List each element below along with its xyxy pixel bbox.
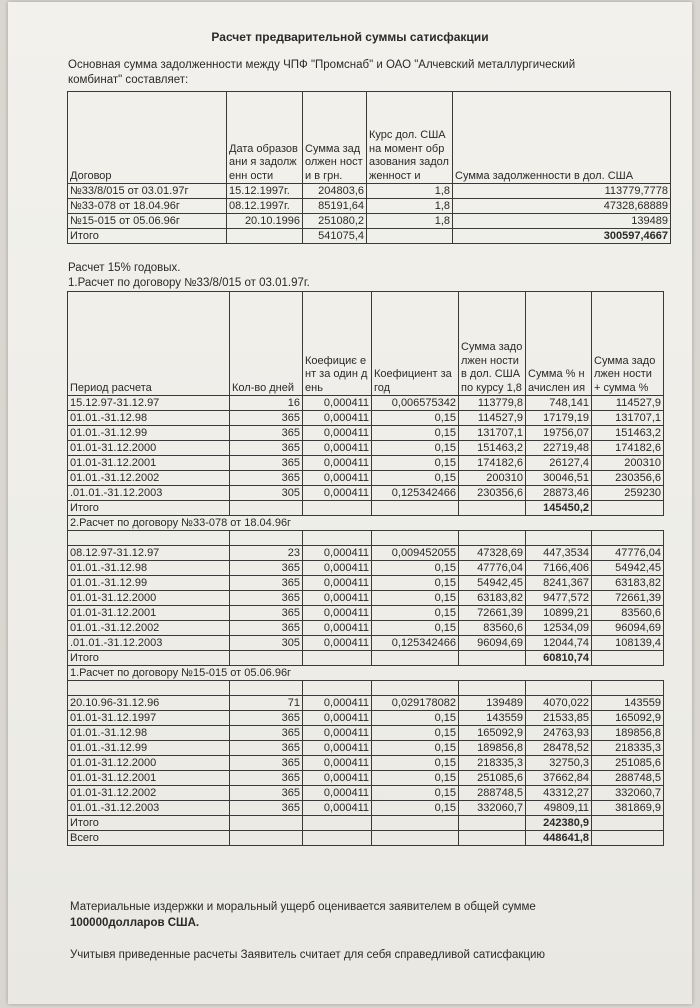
cell: 365: [230, 426, 303, 441]
table-row: [68, 636, 664, 651]
cell: 7166,406: [526, 561, 592, 576]
total-value: 145450,2: [526, 501, 592, 516]
cell: 01.01-31.12.2001: [68, 456, 230, 471]
cell: 189856,8: [459, 741, 526, 756]
cell: 204803,6: [303, 184, 367, 199]
cell: 71: [230, 696, 303, 711]
cell: 174182,6: [459, 456, 526, 471]
cell: 0,000411: [303, 576, 372, 591]
table-row: [68, 184, 671, 199]
empty-cell: [68, 681, 230, 696]
cell: 365: [230, 441, 303, 456]
cell: 01.01-31.12.2000: [68, 591, 230, 606]
cell: 0,15: [372, 801, 459, 816]
cell: 365: [230, 576, 303, 591]
empty-cell: [230, 681, 303, 696]
cell: 72661,39: [459, 606, 526, 621]
footer-damages-amount: 100000долларов США.: [70, 917, 200, 929]
empty-cell: [303, 531, 372, 546]
cell: 19756,07: [526, 426, 592, 441]
cell: 189856,8: [592, 726, 664, 741]
empty-cell: [303, 681, 372, 696]
empty-cell: [526, 531, 592, 546]
cell: 0,000411: [303, 471, 372, 486]
debt-summary-table: [67, 91, 671, 244]
cell: 30046,51: [526, 471, 592, 486]
empty-cell: [372, 531, 459, 546]
cell: .01.01.-31.12.2003: [68, 636, 230, 651]
cell: 365: [230, 591, 303, 606]
cell: 365: [230, 411, 303, 426]
cell: 0,000411: [303, 486, 372, 501]
cell: 200310: [459, 471, 526, 486]
cell: 151463,2: [592, 426, 664, 441]
cell: 01.01.-31.12.2003: [68, 801, 230, 816]
cell: 259230: [592, 486, 664, 501]
footer-damages-text: Материальные издержки и моральный ущерб оценивается заявителем в общей сумме: [70, 901, 536, 913]
table-row: [68, 546, 664, 561]
cell: 200310: [592, 456, 664, 471]
cell: 21533,85: [526, 711, 592, 726]
table-row: [68, 561, 664, 576]
cell: 47328,69: [459, 546, 526, 561]
cell: 0,009452055: [372, 546, 459, 561]
cell: 01.01.-31.12.2002: [68, 621, 230, 636]
cell: 139489: [459, 696, 526, 711]
cell: 305: [230, 486, 303, 501]
table-row: [68, 471, 664, 486]
calc-intro: Расчет 15% годовых.: [68, 262, 181, 274]
cell: 01.01.-31.12.2002: [68, 471, 230, 486]
cell: 0,15: [372, 741, 459, 756]
cell: 01.01-31.12.2000: [68, 441, 230, 456]
cell: 49809,11: [526, 801, 592, 816]
total-row: [68, 501, 664, 516]
cell: 332060,7: [459, 801, 526, 816]
cell: 47776,04: [459, 561, 526, 576]
section-title: 1.Расчет по договору №15-015 от 05.06.96г: [68, 666, 664, 681]
cell: 20.10.96-31.12.96: [68, 696, 230, 711]
cell: 96094,69: [592, 621, 664, 636]
cell: 54942,45: [459, 576, 526, 591]
cell: 365: [230, 456, 303, 471]
cell: 0,000411: [303, 801, 372, 816]
cell: 01.01.-31.12.99: [68, 576, 230, 591]
empty-cell: [592, 681, 664, 696]
total-value: 242380,9: [526, 816, 592, 831]
cell: 0,15: [372, 411, 459, 426]
empty-cell: [230, 531, 303, 546]
cell: 0,000411: [303, 786, 372, 801]
cell: 288748,5: [459, 786, 526, 801]
cell: 0,15: [372, 456, 459, 471]
grand-total-value: 448641,8: [526, 831, 592, 846]
cell: 113779,7778: [453, 184, 671, 199]
total-row: [68, 229, 671, 244]
cell: 365: [230, 741, 303, 756]
cell: 365: [230, 756, 303, 771]
cell: 28873,46: [526, 486, 592, 501]
table-row: [68, 214, 671, 229]
cell: 0,15: [372, 441, 459, 456]
cell: 47328,68889: [453, 199, 671, 214]
cell: 01.01-31.12.2001: [68, 771, 230, 786]
cell: №15-015 от 05.06.96г: [68, 214, 227, 229]
cell: 0,125342466: [372, 486, 459, 501]
header-date: Дата образовани я задолженн ости: [227, 92, 303, 184]
empty-cell: [303, 816, 372, 831]
cell: 12534,09: [526, 621, 592, 636]
cell: 72661,39: [592, 591, 664, 606]
table-row: [68, 801, 664, 816]
cell: 365: [230, 561, 303, 576]
cell: 83560,6: [592, 606, 664, 621]
header-contract: Договор: [68, 92, 227, 184]
cell: 0,15: [372, 711, 459, 726]
cell: 0,15: [372, 771, 459, 786]
cell: 0,15: [372, 786, 459, 801]
empty-cell: [303, 501, 372, 516]
cell: 748,141: [526, 396, 592, 411]
cell: 43312,27: [526, 786, 592, 801]
cell: 365: [230, 786, 303, 801]
cell: 01.01.-31.12.98: [68, 726, 230, 741]
interest-table: [67, 291, 664, 846]
cell: 114527,9: [459, 411, 526, 426]
cell: 447,3534: [526, 546, 592, 561]
cell: 63183,82: [592, 576, 664, 591]
document-page: [8, 2, 692, 1004]
cell: 15.12.1997г.: [227, 184, 303, 199]
header-sum-usd: Сумма задолженности в дол. США: [453, 92, 671, 184]
cell: 01.01-31.12.2002: [68, 786, 230, 801]
table-row: [68, 396, 664, 411]
cell: 0,000411: [303, 591, 372, 606]
empty-cell: [230, 651, 303, 666]
cell: 139489: [453, 214, 671, 229]
cell: 96094,69: [459, 636, 526, 651]
cell: 85191,64: [303, 199, 367, 214]
cell: 16: [230, 396, 303, 411]
empty-cell: [526, 681, 592, 696]
cell: 165092,9: [592, 711, 664, 726]
empty-cell: [303, 831, 372, 846]
cell: 0,000411: [303, 411, 372, 426]
table-row: [68, 756, 664, 771]
cell: 24763,93: [526, 726, 592, 741]
cell: 251085,6: [592, 756, 664, 771]
total-row: [68, 651, 664, 666]
empty-cell: [372, 816, 459, 831]
table-header-row: [68, 92, 671, 184]
cell: 131707,1: [459, 426, 526, 441]
cell: №33/8/015 от 03.01.97г: [68, 184, 227, 199]
cell: 165092,9: [459, 726, 526, 741]
cell: 251085,6: [459, 771, 526, 786]
table-row: [68, 441, 664, 456]
cell: 0,000411: [303, 396, 372, 411]
cell: 0,15: [372, 756, 459, 771]
header-cell: Сумма задолжен ности + сумма %: [592, 292, 664, 396]
cell: 218335,3: [459, 756, 526, 771]
grand-total-row: [68, 831, 664, 846]
cell: 381869,9: [592, 801, 664, 816]
footer-conclusion: Учитывя приведенные расчеты Заявитель считает для себя справедливой сатисфакцию: [70, 949, 546, 961]
cell: 0,000411: [303, 756, 372, 771]
section1-title: 1.Расчет по договору №33/8/015 от 03.01.97г.: [68, 277, 310, 289]
cell: 4070,022: [526, 696, 592, 711]
cell: 0,000411: [303, 696, 372, 711]
cell: 47776,04: [592, 546, 664, 561]
table-row: [68, 606, 664, 621]
cell: 1,8: [367, 199, 453, 214]
table-row: [68, 696, 664, 711]
cell: 54942,45: [592, 561, 664, 576]
cell: 32750,3: [526, 756, 592, 771]
cell: 365: [230, 711, 303, 726]
cell: 01.01.-31.12.98: [68, 411, 230, 426]
cell: 37662,84: [526, 771, 592, 786]
cell: 230356,6: [459, 486, 526, 501]
empty-cell: [372, 681, 459, 696]
cell: 0,000411: [303, 621, 372, 636]
cell: 0,000411: [303, 426, 372, 441]
empty-cell: [459, 681, 526, 696]
header-cell: Коефициент за год: [372, 292, 459, 396]
table-row: [68, 411, 664, 426]
cell: 0,000411: [303, 636, 372, 651]
cell: [227, 229, 303, 244]
footer-damages: [70, 899, 630, 931]
empty-cell: [372, 651, 459, 666]
empty-cell: [303, 651, 372, 666]
cell: 83560,6: [459, 621, 526, 636]
table-row: [68, 426, 664, 441]
cell: №33-078 от 18.04.96г: [68, 199, 227, 214]
table-row: [68, 486, 664, 501]
cell: 23: [230, 546, 303, 561]
cell: 114527,9: [592, 396, 664, 411]
cell: 251080,2: [303, 214, 367, 229]
grand-total-label: Всего: [68, 831, 230, 846]
empty-cell: [592, 501, 664, 516]
section-title-row: [68, 666, 664, 681]
cell: 218335,3: [592, 741, 664, 756]
table-row: [68, 726, 664, 741]
header-cell: Сумма задолжен ности в дол. США по курсу 1,8: [459, 292, 526, 396]
cell: 12044,74: [526, 636, 592, 651]
table-row: [68, 771, 664, 786]
cell: 0,000411: [303, 711, 372, 726]
header-rate: Курс дол. США на момент образования задолженност и: [367, 92, 453, 184]
cell: 01.01-31.12.2001: [68, 606, 230, 621]
table-row: [68, 199, 671, 214]
cell: 01.01.-31.12.99: [68, 741, 230, 756]
cell: 1,8: [367, 214, 453, 229]
table-row: [68, 576, 664, 591]
spacer-row: [68, 681, 664, 696]
cell: 174182,6: [592, 441, 664, 456]
table-row: [68, 786, 664, 801]
cell: 0,15: [372, 591, 459, 606]
cell: 365: [230, 471, 303, 486]
total-label: Итого: [68, 501, 230, 516]
total-label: Итого: [68, 651, 230, 666]
table-row: [68, 741, 664, 756]
cell: 01.01.-31.12.99: [68, 426, 230, 441]
header-cell: Сумма % начислен ия: [526, 292, 592, 396]
empty-cell: [230, 816, 303, 831]
table-row: [68, 591, 664, 606]
cell: [367, 229, 453, 244]
empty-cell: [459, 651, 526, 666]
cell: 0,000411: [303, 441, 372, 456]
empty-cell: [459, 831, 526, 846]
cell: 22719,48: [526, 441, 592, 456]
cell: 0,000411: [303, 741, 372, 756]
cell: 365: [230, 771, 303, 786]
total-uah: 541075,4: [303, 229, 367, 244]
cell: 0,000411: [303, 606, 372, 621]
table-row: [68, 621, 664, 636]
cell: 305: [230, 636, 303, 651]
empty-cell: [230, 831, 303, 846]
cell: 01.01.-31.12.98: [68, 561, 230, 576]
cell: 0,15: [372, 561, 459, 576]
empty-cell: [459, 816, 526, 831]
cell: 0,15: [372, 726, 459, 741]
empty-cell: [592, 831, 664, 846]
cell: 0,15: [372, 606, 459, 621]
cell: 20.10.1996: [227, 214, 303, 229]
cell: 108139,4: [592, 636, 664, 651]
empty-cell: [459, 531, 526, 546]
total-usd: 300597,4667: [453, 229, 671, 244]
cell: 365: [230, 801, 303, 816]
cell: 17179,19: [526, 411, 592, 426]
table-row: [68, 711, 664, 726]
cell: 15.12.97-31.12.97: [68, 396, 230, 411]
cell: 0,15: [372, 576, 459, 591]
header-sum-uah: Сумма задолжен ности в грн.: [303, 92, 367, 184]
cell: 63183,82: [459, 591, 526, 606]
cell: 01.01-31.12.1997: [68, 711, 230, 726]
cell: 143559: [592, 696, 664, 711]
empty-cell: [592, 531, 664, 546]
section-title-row: [68, 516, 664, 531]
cell: 0,000411: [303, 771, 372, 786]
total-value: 60810,74: [526, 651, 592, 666]
empty-cell: [592, 651, 664, 666]
cell: 0,006575342: [372, 396, 459, 411]
cell: 1,8: [367, 184, 453, 199]
cell: 131707,1: [592, 411, 664, 426]
cell: .01.01.-31.12.2003: [68, 486, 230, 501]
header-cell: Коефициє ент за один день: [303, 292, 372, 396]
cell: 230356,6: [592, 471, 664, 486]
cell: 8241,367: [526, 576, 592, 591]
empty-cell: [372, 501, 459, 516]
cell: 28478,52: [526, 741, 592, 756]
cell: 0,029178082: [372, 696, 459, 711]
empty-cell: [592, 816, 664, 831]
cell: 10899,21: [526, 606, 592, 621]
cell: 332060,7: [592, 786, 664, 801]
cell: 0,000411: [303, 726, 372, 741]
cell: 113779,8: [459, 396, 526, 411]
cell: 288748,5: [592, 771, 664, 786]
cell: 0,15: [372, 621, 459, 636]
cell: 26127,4: [526, 456, 592, 471]
cell: 08.12.97-31.12.97: [68, 546, 230, 561]
document-title: Расчет предварительной суммы сатисфакции: [211, 30, 489, 44]
total-row: [68, 816, 664, 831]
cell: 01.01-31.12.2000: [68, 756, 230, 771]
table-row: [68, 456, 664, 471]
cell: 143559: [459, 711, 526, 726]
cell: 365: [230, 606, 303, 621]
empty-cell: [459, 501, 526, 516]
total-label: Итого: [68, 229, 227, 244]
cell: 365: [230, 726, 303, 741]
cell: 0,000411: [303, 546, 372, 561]
cell: 0,125342466: [372, 636, 459, 651]
empty-cell: [68, 531, 230, 546]
cell: 0,000411: [303, 456, 372, 471]
cell: 0,000411: [303, 561, 372, 576]
spacer-row: [68, 531, 664, 546]
intro-text: Основная сумма задолженности между ЧПФ "Промснаб" и ОАО "Алчевский металлургический комбинат" составляет:: [68, 59, 576, 86]
cell: 0,15: [372, 426, 459, 441]
cell: 08.12.1997г.: [227, 199, 303, 214]
cell: 365: [230, 621, 303, 636]
header-cell: Период расчета: [68, 292, 230, 396]
empty-cell: [372, 831, 459, 846]
cell: 9477,572: [526, 591, 592, 606]
table-header-row: [68, 292, 664, 396]
cell: 151463,2: [459, 441, 526, 456]
empty-cell: [230, 501, 303, 516]
header-cell: Кол-во дней: [230, 292, 303, 396]
cell: 0,15: [372, 471, 459, 486]
section-title: 2.Расчет по договору №33-078 от 18.04.96г: [68, 516, 664, 531]
total-label: Итого: [68, 816, 230, 831]
